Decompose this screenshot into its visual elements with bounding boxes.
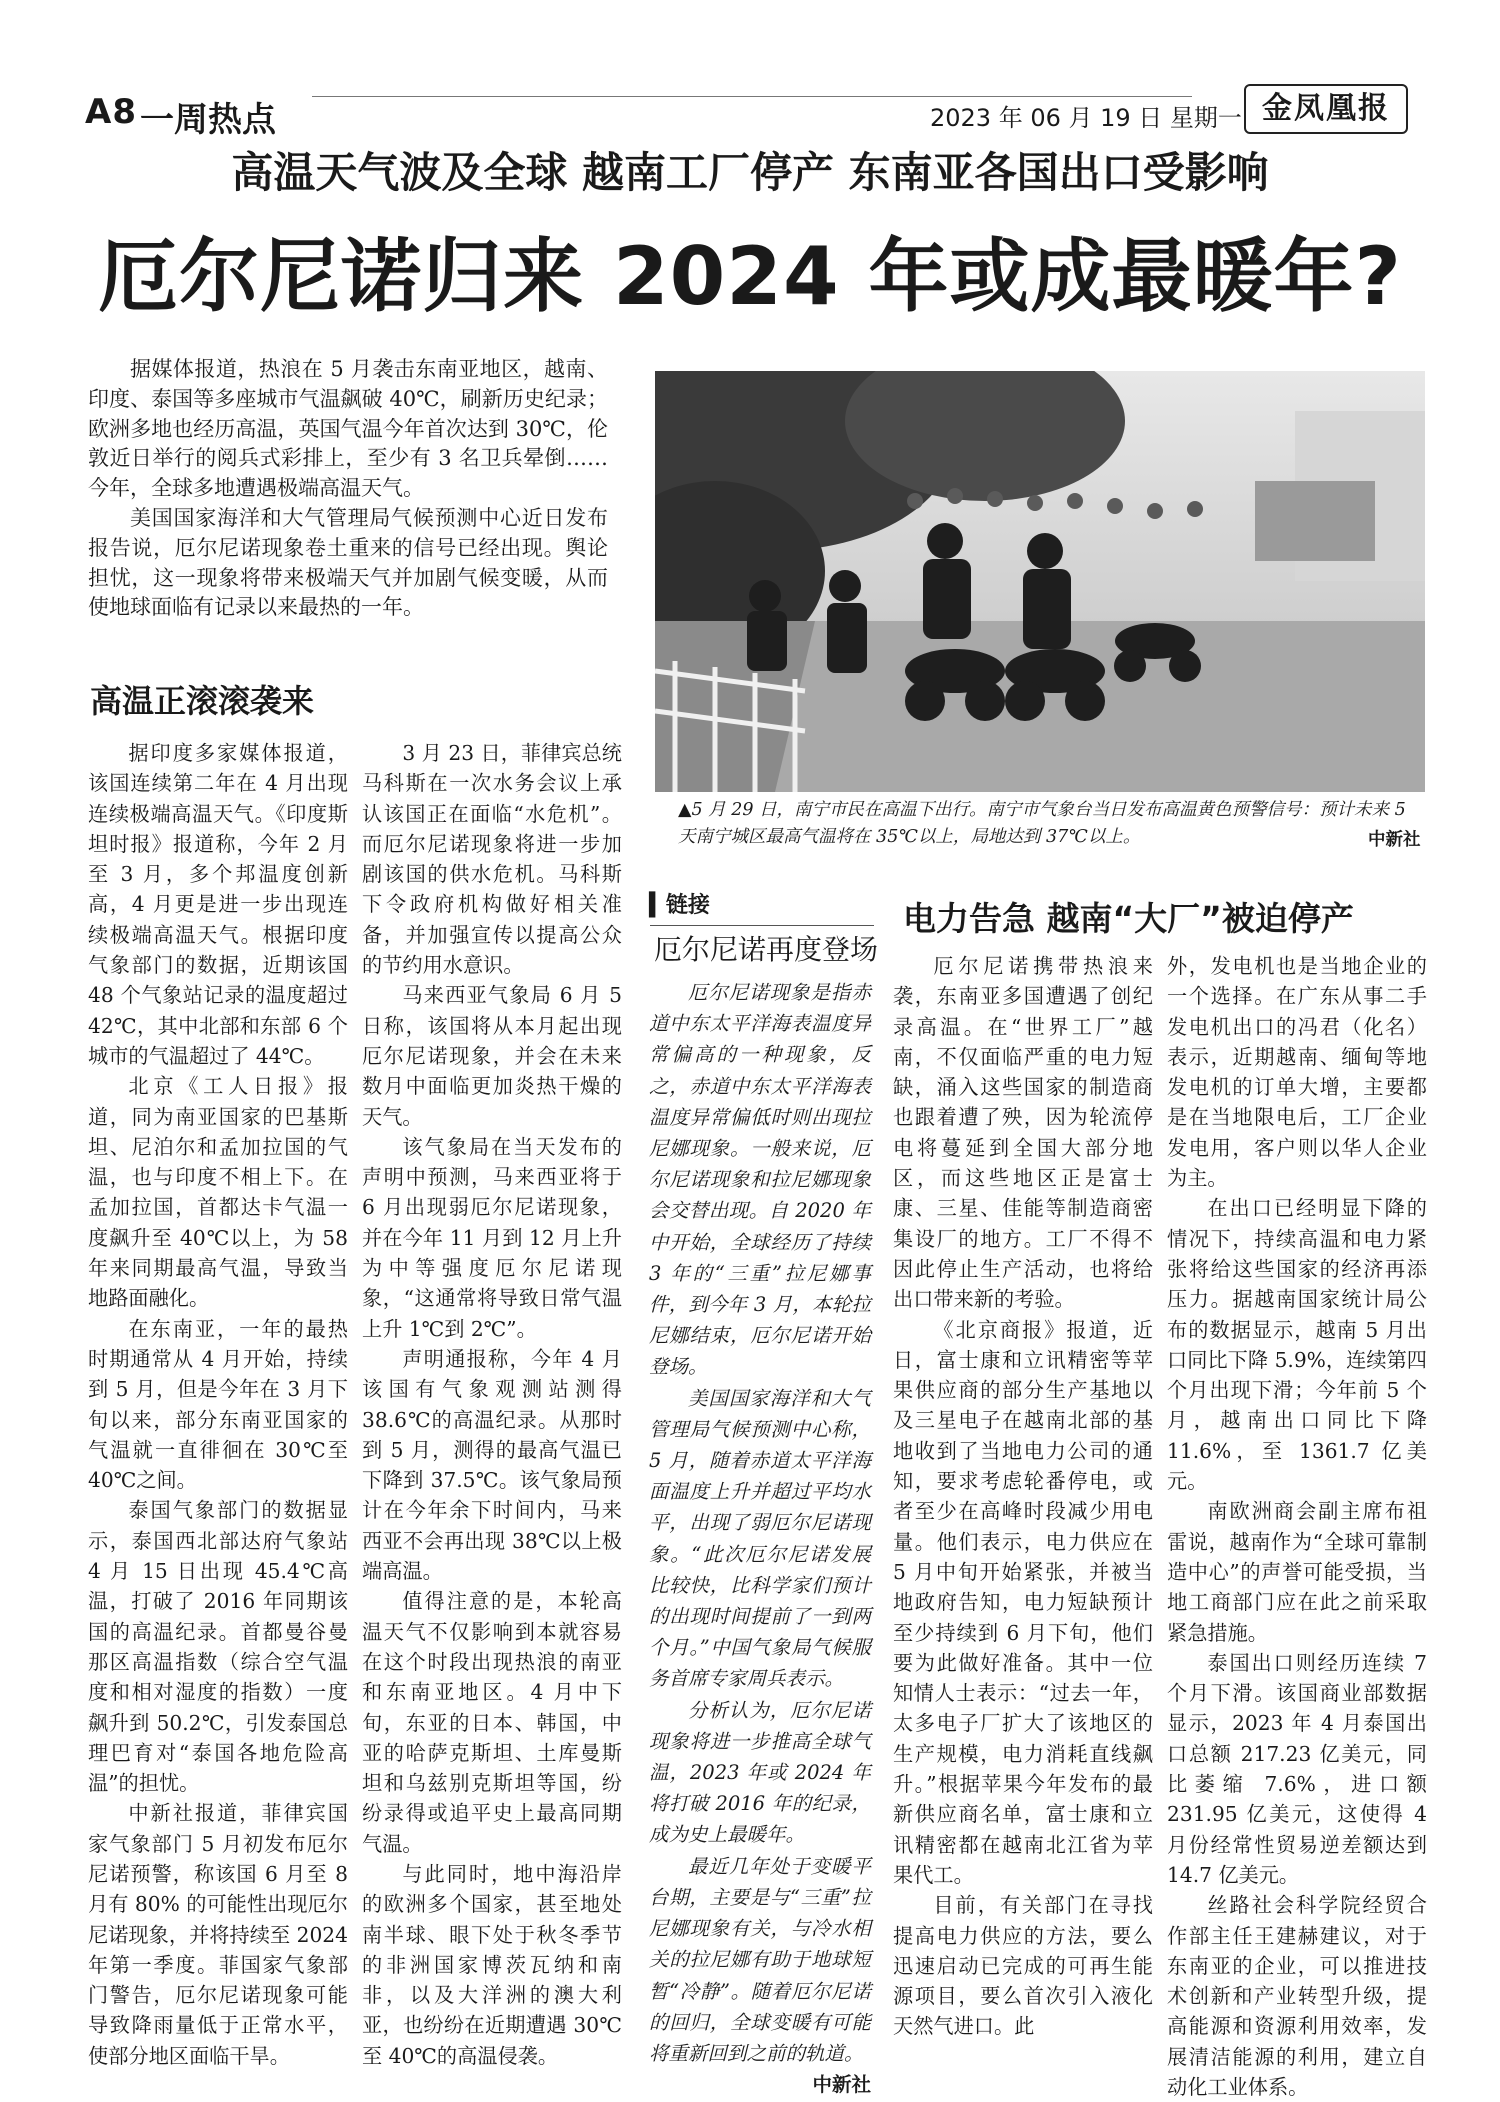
sidebar-credit: 中新社 [812, 2073, 871, 2097]
body-paragraph: 声明通报称，今年 4 月该国有气象观测站测得 38.6℃的高温纪录。从那时到 5 月，测得的最高气温已下降到 37.5℃。该气象局预计在今年余下时间内，马来西亚不会再出现 38℃以上极端高温。 [362, 1346, 622, 1584]
body-paragraph: 与此同时，地中海沿岸的欧洲多个国家，甚至地处南半球、眼下处于秋冬季节的非洲国家博茨瓦纳和南非，以及大洋洲的澳大利亚，也纷纷在近期遭遇 30℃至 40℃的高温侵袭。 [362, 1861, 622, 2068]
body-column-5 [1167, 951, 1427, 2102]
masthead-thin-rule [312, 96, 1192, 97]
intro-paragraph: 美国国家海洋和大气管理局气候预测中心近日发布报告说，厄尔尼诺现象卷土重来的信号已经出现。舆论担忧，这一现象将带来极端天气并加剧气候变暖，从而使地球面临有记录以来最热的一年。 [88, 505, 608, 620]
body-paragraph: 3 月 23 日，菲律宾总统马科斯在一次水务会议上承认该国正在面临“水危机”。而厄尔尼诺现象将进一步加剧该国的供水危机。马科斯下令政府机构做好相关准备，并加强宣传以提高公众的节约用水意识。 [362, 741, 622, 978]
sidebar-tag: ▍链接 [649, 893, 710, 918]
section-heading-heat: 高温正滚滚袭来 [90, 682, 315, 720]
body-paragraph: 厄尔尼诺携带热浪来袭，东南亚多国遭遇了创纪录高温。在“世界工厂”越南，不仅面临严重的电力短缺，涌入这些国家的制造商也跟着遭了殃，因为轮流停电将蔓延到全国大部分地区，而这些地区正是富士康、三星、佳能等制造商密集设厂的地方。工厂不得不因此停止生产活动，也将给出口带来新的考验。 [893, 954, 1153, 1312]
sidebar-paragraph: 美国国家海洋和大气管理局气候预测中心称，5 月，随着赤道太平洋海面温度上升并超过平均水平，出现了弱厄尔尼诺现象。“此次厄尔尼诺发展比较快，比科学家们预计的出现时间提前了一到两个月。”中国气象局气候服务首席专家周兵表示。 [649, 1386, 871, 1691]
photo-caption: ▲5 月 29 日，南宁市民在高温下出行。南宁市气象台当日发布高温黄色预警信号：预计未来 5 天南宁城区最高气温将在 35℃以上，局地达到 37℃以上。 [678, 800, 1406, 847]
body-paragraph: 据印度多家媒体报道，该国连续第二年在 4 月出现连续极端高温天气。《印度斯坦时报》报道称，今年 2 月至 3 月，多个邦温度创新高，4 月更是进一步出现连续极端高温天气。根据印度气象部门的数据，近期该国 48 个气象站记录的温度超过 42℃，其中北部和东部 6 个城市的气温超过了 44℃。 [88, 741, 348, 1068]
issue-date: 2023 年 06 月 19 日 星期一 [930, 104, 1242, 132]
body-paragraph: 北京《工人日报》报道，同为南亚国家的巴基斯坦、尼泊尔和孟加拉国的气温，也与印度不相上下。在孟加拉国，首都达卡气温一度飙升至 40℃以上，为 58 年来同期最高气温，导致当地路面融化。 [88, 1074, 348, 1311]
body-paragraph: 《北京商报》报道，近日，富士康和立讯精密等苹果供应商的部分生产基地以及三星电子在越南北部的基地收到了当地电力公司的通知，要求考虑轮番停电，或者至少在高峰时段减少用电量。他们表示，电力供应在 5 月中旬开始紧张，并被当地政府告知，电力短缺预计至少持续到 6 月下旬，他们要为此做好准备。其中一位知情人士表示：“过去一年，太多电子厂扩大了该地区的生产规模，电力消耗直线飙升。”根据苹果今年发布的最新供应商名单，富士康和立讯精密都在越南北江省为苹果代工。 [893, 1317, 1153, 1887]
sidebar-rule [650, 925, 874, 926]
sidebar-paragraph [649, 1851, 871, 2097]
body-column-4 [893, 951, 1153, 2042]
sidebar-paragraph: 分析认为，厄尔尼诺现象将进一步推高全球气温，2023 年或 2024 年将打破 2016 年的纪录，成为史上最暖年。 [649, 1698, 871, 1847]
sidebar-column [649, 977, 871, 2100]
sidebar-title: 厄尔尼诺再度登场 [654, 933, 879, 966]
article-intro [88, 355, 608, 623]
body-paragraph: 泰国出口则经历连续 7 个月下滑。该国商业部数据显示，2023 年 4 月泰国出口总额 217.23 亿美元，同比萎缩 7.6%，进口额 231.95 亿美元，这使得 4 月份经常性贸易逆差额达到 14.7 亿美元。 [1167, 1650, 1427, 1887]
body-column-1 [88, 738, 348, 2071]
sidebar-paragraph: 厄尔尼诺现象是指赤道中东太平洋海表温度异常偏高的一种现象，反之，赤道中东太平洋海表温度异常偏低时则出现拉尼娜现象。一般来说，厄尔尼诺现象和拉尼娜现象会交替出现。自 2020 年中开始，全球经历了持续 3 年的“三重”拉尼娜事件，到今年 3 月，本轮拉尼娜结束，厄尔尼诺开始登场。 [649, 981, 871, 1379]
photo-illustration [655, 371, 1425, 792]
body-paragraph: 泰国气象部门的数据显示，泰国西北部达府气象站 4 月 15 日出现 45.4℃高温，打破了 2016 年同期该国的高温纪录。首都曼谷曼那区高温指数（综合空气温度和相对湿度的指数）一度飙升到 50.2℃，引发泰国总理巴育对“泰国各地危险高温”的担忧。 [88, 1498, 348, 1796]
newspaper-logo: 金凤凰报 [1244, 84, 1408, 134]
body-paragraph: 在出口已经明显下降的情况下，持续高温和电力紧张将给这些国家的经济再添压力。据越南国家统计局公布的数据显示，越南 5 月出口同比下降 5.9%，连续第四个月出现下滑；今年前 5 个月，越南出口同比下降 11.6%，至 1361.7 亿美元。 [1167, 1196, 1427, 1494]
section-name: 一周热点 [140, 100, 276, 140]
section-heading-power: 电力告急 越南“大厂”被迫停产 [903, 899, 1354, 938]
body-column-2 [362, 738, 622, 2071]
article-headline: 厄尔尼诺归来 2024 年或成最暖年? [98, 230, 1402, 323]
body-paragraph: 该气象局在当天发布的声明中预测，马来西亚将于 6 月出现弱厄尔尼诺现象，并在今年 11 月到 12 月上升为中等强度厄尔尼诺现象，“这通常将导致日常气温上升 1℃到 2℃”。 [362, 1134, 622, 1341]
body-paragraph: 马来西亚气象局 6 月 5 日称，该国将从本月起出现厄尔尼诺现象，并会在未来数月中面临更加炎热干燥的天气。 [362, 983, 622, 1129]
body-paragraph: 丝路社会科学院经贸合作部主任王建赫建议，对于东南亚的企业，可以推进技术创新和产业转型升级，提高能源和资源利用效率，发展清洁能源的利用，建立自动化工业体系。 [1167, 1893, 1427, 2099]
body-paragraph: 外，发电机也是当地企业的一个选择。在广东从事二手发电机出口的冯君（化名）表示，近期越南、缅甸等地发电机的订单大增，主要都是在当地限电后，工厂企业发电用，客户则以华人企业为主。 [1167, 954, 1427, 1191]
body-paragraph: 南欧洲商会副主席布祖雷说，越南作为“全球可靠制造中心”的声誉可能受损，当地工商部门应在此之前采取紧急措施。 [1167, 1499, 1427, 1645]
body-paragraph: 值得注意的是，本轮高温天气不仅影响到本就容易在这个时段出现热浪的南亚和东南亚地区。4 月中下旬，东亚的日本、韩国，中亚的哈萨克斯坦、土库曼斯坦和乌兹别克斯坦等国，纷纷录得或追平史上最高同期气温。 [362, 1589, 622, 1856]
photo-credit: 中新社 [1368, 830, 1421, 850]
body-paragraph: 目前，有关部门在寻找提高电力供应的方法，要么迅速启动已完成的可再生能源项目，要么首次引入液化天然气进口。此 [893, 1893, 1153, 2039]
street-scene-photo [655, 371, 1425, 792]
intro-paragraph: 据媒体报道，热浪在 5 月袭击东南亚地区，越南、印度、泰国等多座城市气温飙破 40℃，刷新历史纪录；欧洲多地也经历高温，英国气温今年首次达到 30℃，伦敦近日举行的阅兵式彩排上，至少有 3 名卫兵晕倒……今年，全球多地遭遇极端高温天气。 [88, 357, 608, 501]
page-number: A8 [85, 92, 137, 132]
body-paragraph: 在东南亚，一年的最热时期通常从 4 月开始，持续到 5 月，但是今年在 3 月下旬以来，部分东南亚国家的气温就一直徘徊在 30℃至 40℃之间。 [88, 1316, 348, 1493]
sidebar-paragraph-text: 最近几年处于变暖平台期，主要是与“三重”拉尼娜现象有关，与冷水相关的拉尼娜有助于地球短暂“冷静”。随着厄尔尼诺的回归，全球变暖有可能将重新回到之前的轨道。 [649, 1854, 871, 2065]
body-paragraph: 中新社报道，菲律宾国家气象部门 5 月初发布厄尔尼诺预警，称该国 6 月至 8 月有 80% 的可能性出现厄尔尼诺现象，并将持续至 2024 年第一季度。菲国家气象部门警告，厄尔尼诺现象可能导致降雨量低于正常水平，使部分地区面临干旱。 [88, 1801, 348, 2068]
article-subhead: 高温天气波及全球 越南工厂停产 东南亚各国出口受影响 [231, 148, 1269, 197]
